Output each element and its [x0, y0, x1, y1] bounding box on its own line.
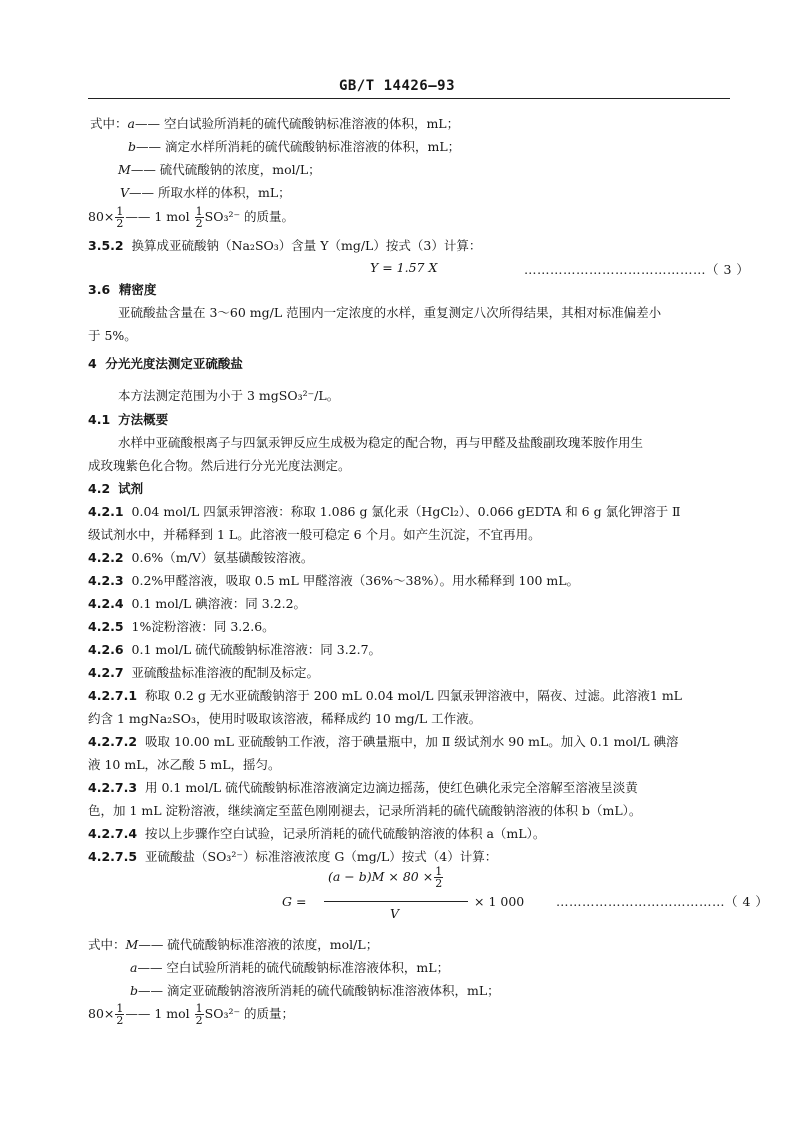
item-text: 约含 1 mgNa₂SO₃，使用时吸取该溶液，稀释成约 10 mg/L 工作液。	[88, 711, 482, 726]
definition-line	[130, 960, 449, 976]
section-number: 4.1	[88, 412, 111, 427]
reagent-item	[88, 688, 682, 704]
formula-4-fraction-bar	[324, 901, 468, 902]
item-number: 4.2.7	[88, 665, 124, 680]
definition-line	[130, 983, 500, 999]
paragraph-line: 水样中亚硫酸根离子与四氯汞钾反应生成极为稳定的配合物，再与甲醛及盐酸副玫瑰苯胺作用生	[118, 435, 644, 450]
section-number: 3.6	[88, 282, 111, 297]
reagent-item	[88, 734, 679, 750]
def-symbol: b	[130, 983, 139, 998]
frac-denominator: 2	[116, 217, 124, 230]
item-text: 0.1 mol/L 碘溶液：同 3.2.2。	[131, 596, 307, 611]
frac-numerator: 1	[116, 205, 124, 218]
reagent-item	[88, 573, 579, 589]
formula-4-numerator	[328, 866, 444, 889]
formula-lhs: G =	[282, 894, 307, 909]
one-half-fraction	[434, 866, 443, 889]
definition-intro	[88, 937, 378, 953]
section-3-5-2	[88, 238, 481, 254]
frac-denominator: 2	[116, 1014, 124, 1027]
definition-line	[118, 162, 321, 178]
item-text: 1%淀粉溶液：同 3.2.6。	[131, 619, 275, 634]
frac-prefix: 80×	[88, 1006, 115, 1021]
item-number: 4.2.5	[88, 619, 124, 634]
reagent-item	[88, 780, 638, 796]
def-text: —— 空白试验所消耗的硫代硫酸钠标准溶液的体积，mL；	[134, 116, 460, 131]
frac-numerator: 1	[435, 865, 443, 878]
section-4-1-heading	[88, 412, 168, 428]
item-text: 0.2%甲醛溶液，吸取 0.5 mL 甲醛溶液（36%～38%）。用水稀释到 100 mL。	[131, 573, 580, 588]
section-title: 分光光度法测定亚硫酸盐	[105, 356, 243, 371]
frac-denominator: 2	[435, 877, 443, 890]
frac-tail: SO₃²⁻ 的质量。	[204, 209, 295, 224]
def-text: —— 硫代硫酸钠的浓度，mol/L；	[130, 162, 321, 177]
definition-intro	[90, 116, 459, 132]
header-rule	[88, 98, 730, 99]
def-symbol: M	[125, 937, 139, 952]
reagent-item-continued	[88, 803, 641, 819]
reagent-item	[88, 619, 275, 635]
frac-mid: —— 1 mol	[125, 209, 194, 224]
item-text: 色，加 1 mL 淀粉溶液，继续滴定至蓝色刚刚褪去，记录所消耗的硫代硫酸钠溶液的体积 b（mL）。	[88, 803, 642, 818]
reagent-item	[88, 849, 497, 865]
reagent-item	[88, 826, 545, 842]
section-number: 4	[88, 356, 97, 371]
def-symbol: b	[128, 139, 137, 154]
frac-tail: SO₃²⁻ 的质量；	[204, 1006, 295, 1021]
def-text: —— 滴定水样所消耗的硫代硫酸钠标准溶液的体积，mL；	[136, 139, 461, 154]
section-title: 方法概要	[118, 412, 169, 427]
reagent-item-continued	[88, 757, 281, 773]
item-number: 4.2.4	[88, 596, 124, 611]
item-number: 4.2.7.3	[88, 780, 138, 795]
frac-numerator: 1	[195, 1002, 203, 1015]
paragraph-line: 成玫瑰紫色化合物。然后进行分光光度法测定。	[88, 458, 351, 473]
item-text: 亚硫酸盐（SO₃²⁻）标准溶液浓度 G（mg/L）按式（4）计算：	[145, 849, 498, 864]
item-text: 0.1 mol/L 硫代硫酸钠标准溶液：同 3.2.7。	[131, 642, 382, 657]
section-number: 4.2	[88, 481, 111, 496]
section-4-2-heading	[88, 481, 143, 497]
section-title: 试剂	[118, 481, 144, 496]
def-symbol: V	[120, 185, 130, 200]
frac-mid: —— 1 mol	[125, 1006, 194, 1021]
frac-numerator: 1	[116, 1002, 124, 1015]
item-number: 4.2.7.4	[88, 826, 138, 841]
paragraph-line: 本方法测定范围为小于 3 mgSO₃²⁻/L。	[118, 388, 340, 403]
section-title: 精密度	[118, 282, 157, 297]
reagent-item-continued	[88, 711, 481, 727]
item-text: 0.04 mol/L 四氯汞钾溶液：称取 1.086 g 氯化汞（HgCl₂）、0.066 gEDTA 和 6 g 氯化钾溶于 Ⅱ	[131, 504, 681, 519]
paragraph-line: 亚硫酸盐含量在 3～60 mg/L 范围内一定浓度的水样，重复测定八次所得结果，其相对标准偏差小	[118, 305, 662, 320]
frac-denominator: 2	[195, 1014, 203, 1027]
reagent-item	[88, 550, 313, 566]
item-number: 4.2.6	[88, 642, 124, 657]
fraction-definition	[88, 205, 294, 229]
one-half-fraction	[195, 206, 204, 229]
where-label: 式中：	[88, 937, 126, 952]
item-text: 级试剂水中，并稀释到 1 L。此溶液一般可稳定 6 个月。如产生沉淀，不宜再用。	[88, 527, 541, 542]
def-symbol: a	[127, 116, 135, 131]
reagent-item-continued	[88, 527, 541, 543]
def-symbol: M	[118, 162, 131, 177]
item-text: 用 0.1 mol/L 硫代硫酸钠标准溶液滴定边滴边摇荡，使红色碘化汞完全溶解至溶液呈淡黄	[145, 780, 638, 795]
fraction-definition	[88, 1002, 294, 1026]
section-3-6-heading	[88, 282, 156, 298]
where-label: 式中：	[90, 116, 128, 131]
def-text: —— 滴定亚硫酸钠溶液所消耗的硫代硫酸钠标准溶液体积，mL；	[138, 983, 500, 998]
formula-4-leader: …………………………………（ 4 ）	[556, 894, 769, 909]
def-text: —— 硫代硫酸钠标准溶液的浓度，mol/L；	[138, 937, 379, 952]
reagent-item	[88, 665, 319, 681]
reagent-item	[88, 596, 306, 612]
formula-3: Y = 1.57 X	[370, 260, 438, 275]
item-text: 液 10 mL，冰乙酸 5 mL，摇匀。	[88, 757, 281, 772]
item-text: 亚硫酸盐标准溶液的配制及标定。	[131, 665, 320, 680]
item-number: 4.2.7.2	[88, 734, 138, 749]
standard-code-header: GB/T 14426—93	[338, 78, 456, 94]
formula-3-leader: ……………………………………（ 3 ）	[524, 262, 750, 277]
formula-4-tail: × 1 000	[474, 894, 525, 909]
one-half-fraction	[195, 1003, 204, 1026]
frac-prefix: 80×	[88, 209, 115, 224]
formula-4-denominator: V	[390, 906, 400, 921]
section-4-heading	[88, 356, 243, 372]
reagent-item	[88, 504, 681, 520]
numerator-text: (a − b)M × 80 ×	[328, 869, 434, 884]
def-text: —— 所取水样的体积，mL；	[129, 185, 291, 200]
item-number: 4.2.7.5	[88, 849, 138, 864]
section-number: 3.5.2	[88, 238, 124, 253]
frac-denominator: 2	[195, 217, 203, 230]
def-symbol: a	[130, 960, 138, 975]
item-number: 4.2.2	[88, 550, 124, 565]
definition-line	[128, 139, 460, 155]
item-number: 4.2.1	[88, 504, 124, 519]
item-number: 4.2.3	[88, 573, 124, 588]
def-text: —— 空白试验所消耗的硫代硫酸钠标准溶液体积，mL；	[137, 960, 450, 975]
item-text: 0.6%（m/V）氨基磺酸铵溶液。	[131, 550, 314, 565]
reagent-item	[88, 642, 381, 658]
item-text: 称取 0.2 g 无水亚硫酸钠溶于 200 mL 0.04 mol/L 四氯汞钾溶液中，隔夜、过滤。此溶液1 mL	[145, 688, 682, 703]
item-number: 4.2.7.1	[88, 688, 138, 703]
item-text: 吸取 10.00 mL 亚硫酸钠工作液，溶于碘量瓶中，加 Ⅱ 级试剂水 90 mL。加入 0.1 mol/L 碘溶	[145, 734, 679, 749]
item-text: 按以上步骤作空白试验，记录所消耗的硫代硫酸钠溶液的体积 a（mL）。	[145, 826, 546, 841]
section-text: 换算成亚硫酸钠（Na₂SO₃）含量 Y（mg/L）按式（3）计算：	[131, 238, 482, 253]
formula-4-lhs	[282, 894, 306, 910]
one-half-fraction	[115, 206, 124, 229]
one-half-fraction	[115, 1003, 124, 1026]
definition-line	[120, 185, 291, 201]
frac-numerator: 1	[195, 205, 203, 218]
paragraph-line: 于 5%。	[88, 328, 137, 343]
